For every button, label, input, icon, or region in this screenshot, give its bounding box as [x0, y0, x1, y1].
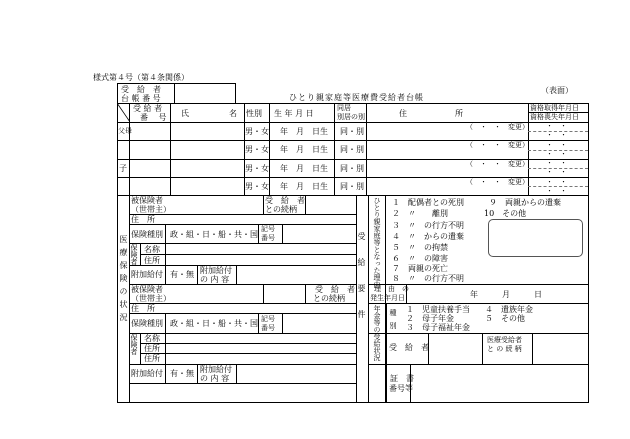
pension-3[interactable]: ３ 母子福祉年金: [406, 323, 470, 332]
row3-sex[interactable]: 男・女: [245, 164, 269, 173]
col-qual-loss: 資格喪失年月日: [530, 113, 579, 121]
ins2-insurer-label: 保険者: [130, 334, 138, 355]
row3-dob[interactable]: 年 月 日生: [280, 164, 328, 173]
insurance-section-label: 医療保険の状況: [119, 235, 128, 326]
pension-1[interactable]: １ 児童扶養手当: [406, 305, 470, 314]
row3-qual-loss[interactable]: ・ ・: [546, 168, 567, 176]
ins2-extra-label: 附加給付: [131, 369, 163, 378]
row3-cohabit[interactable]: 同・別: [340, 164, 364, 173]
ins1-type-label: 保険種別: [131, 230, 163, 239]
ins2-householder: （世帯主）: [131, 294, 171, 303]
ins1-insurer-label: 保険者: [130, 244, 138, 265]
reason-4[interactable]: ４ 〃 からの遺棄: [392, 232, 464, 241]
reason-8[interactable]: ８ 〃 の行方不明: [392, 274, 464, 283]
col-name-1: 氏: [181, 109, 189, 118]
row-label-child: 子: [119, 164, 127, 173]
pension-2[interactable]: ２ 母子年金: [406, 314, 454, 323]
ins1-relation-2: との続柄: [265, 205, 297, 214]
ins1-name-label: 名称: [144, 245, 160, 254]
col-recipient-no-2: 番 号: [140, 113, 167, 122]
reason-7[interactable]: ７ 両親の死亡: [392, 264, 448, 273]
row1-sex[interactable]: 男・女: [245, 127, 269, 136]
register-number-field[interactable]: [176, 85, 233, 101]
col-qual-get: 資格取得年月日: [530, 104, 579, 112]
ins2-extra-content-2: の 内 容: [200, 374, 230, 383]
relation-medical-1: 医療受給者: [487, 336, 522, 344]
ins1-insured: 被保険者: [131, 196, 163, 205]
register-no-label-2: 台 帳 番 号: [121, 94, 161, 103]
recipient-label: 受 給 者: [389, 343, 429, 352]
row1-cohabit[interactable]: 同・別: [340, 127, 364, 136]
pension-4[interactable]: ４ 遺族年金: [485, 305, 533, 314]
header-diagonal: [117, 103, 130, 123]
relation-medical-2: と の 続 柄: [487, 345, 522, 353]
reason-1[interactable]: １ 配偶者との死別: [392, 198, 464, 207]
col-sex: 性別: [246, 109, 262, 118]
col-dob: 生 年 月 日: [274, 109, 314, 118]
row1-change: （ ・ ・ 変更）: [466, 123, 529, 131]
reason-10[interactable]: 10 その他: [484, 209, 527, 218]
ins2-extra-value[interactable]: 有・無: [170, 369, 194, 378]
ins1-householder: （世帯主）: [131, 205, 171, 214]
form-number: 様式第４号（第４条関係）: [93, 73, 189, 82]
other-reason-bracket[interactable]: [488, 219, 583, 257]
ins1-extra-content-2: の 内 容: [200, 275, 230, 284]
ins2-address-short: 住所: [144, 344, 160, 353]
row1-qual-get[interactable]: ・ ・: [546, 122, 567, 130]
reason-6[interactable]: ６ 〃 の障害: [392, 254, 448, 263]
ins1-relation-1: 受 給 者: [265, 196, 305, 205]
row2-sex[interactable]: 男・女: [245, 145, 269, 154]
occur-label-1: 理 由 の: [374, 285, 409, 293]
cert-no-1: 証 書: [390, 374, 414, 383]
reason-5[interactable]: ５ 〃 の拘禁: [392, 243, 448, 252]
ins2-relation-2: との続柄: [313, 294, 345, 303]
col-cohabit-2: 別居の別: [337, 113, 365, 121]
ins2-address: 住 所: [131, 304, 155, 313]
cert-no-2: 番号等: [389, 384, 413, 393]
row4-qual-get[interactable]: ・ ・: [546, 178, 567, 186]
col-cohabit-1: 同居: [337, 104, 351, 112]
row2-qual-get[interactable]: ・ ・: [546, 141, 567, 149]
form-title: ひとり親家庭等医療費受給者台帳: [289, 93, 424, 102]
ins2-address-short-2: 住所: [144, 354, 160, 363]
ins1-address: 住 所: [131, 215, 155, 224]
ins2-symbol-2: 番号: [261, 324, 275, 332]
row2-cohabit[interactable]: 同・別: [340, 145, 364, 154]
pension-5[interactable]: ５ その他: [485, 314, 525, 323]
ins2-relation-1: 受 給 者: [315, 285, 355, 294]
pension-label: 年金等の受給状況: [373, 305, 381, 361]
row2-change: （ ・ ・ 変更）: [466, 141, 529, 149]
ins1-extra-label: 附加給付: [131, 270, 163, 279]
row4-qual-loss[interactable]: ・ ・: [546, 187, 567, 195]
ins1-address-short: 住所: [144, 256, 160, 265]
ins1-symbol-2: 番号: [261, 234, 275, 242]
row4-change: （ ・ ・ 変更）: [466, 178, 529, 186]
requirements-section-label: 受給要件: [357, 232, 366, 336]
reason-9[interactable]: ９ 両親からの遺棄: [489, 198, 561, 207]
reason-3[interactable]: ３ 〃 の行方不明: [392, 221, 464, 230]
register-no-label-1: 受 給 者: [121, 85, 161, 94]
row-label-parent: 父母: [118, 127, 132, 135]
reason-label: ひとり親家庭等となった理由: [373, 197, 381, 288]
col-name-2: 名: [229, 109, 237, 118]
row1-dob[interactable]: 年 月 日生: [280, 127, 328, 136]
ins2-type-label: 保険種別: [131, 319, 163, 328]
occur-value[interactable]: 年 月 日: [470, 290, 542, 299]
col-recipient-no-1: 受 給 者: [133, 104, 163, 113]
row4-cohabit[interactable]: 同・別: [340, 182, 364, 191]
row3-qual-get[interactable]: ・ ・: [546, 159, 567, 167]
occur-label-2: 発生年月日: [370, 294, 405, 302]
ins2-insured: 被保険者: [131, 285, 163, 294]
ins1-extra-content-1: 附加給付: [200, 266, 232, 275]
row4-sex[interactable]: 男・女: [245, 182, 269, 191]
ins1-extra-value[interactable]: 有・無: [170, 270, 194, 279]
pension-type-label: 種別: [389, 309, 397, 335]
row1-qual-loss[interactable]: ・ ・: [546, 131, 567, 139]
reason-2[interactable]: ２ 〃 離別: [392, 209, 448, 218]
page-side-label: （表面）: [541, 86, 573, 95]
row2-dob[interactable]: 年 月 日生: [280, 145, 328, 154]
ins2-symbol-1: 記号: [261, 315, 275, 323]
ins2-type-options[interactable]: 政・組・日・船・共・国: [170, 319, 258, 328]
row2-qual-loss[interactable]: ・ ・: [546, 150, 567, 158]
ins2-name-label: 名称: [144, 334, 160, 343]
ins2-extra-content-1: 附加給付: [200, 365, 232, 374]
col-address: 住 所: [399, 109, 463, 118]
ins1-symbol-1: 記号: [261, 225, 275, 233]
ins1-type-options[interactable]: 政・組・日・船・共・国: [170, 230, 258, 239]
row4-dob[interactable]: 年 月 日生: [280, 182, 328, 191]
row3-change: （ ・ ・ 変更）: [466, 160, 529, 168]
